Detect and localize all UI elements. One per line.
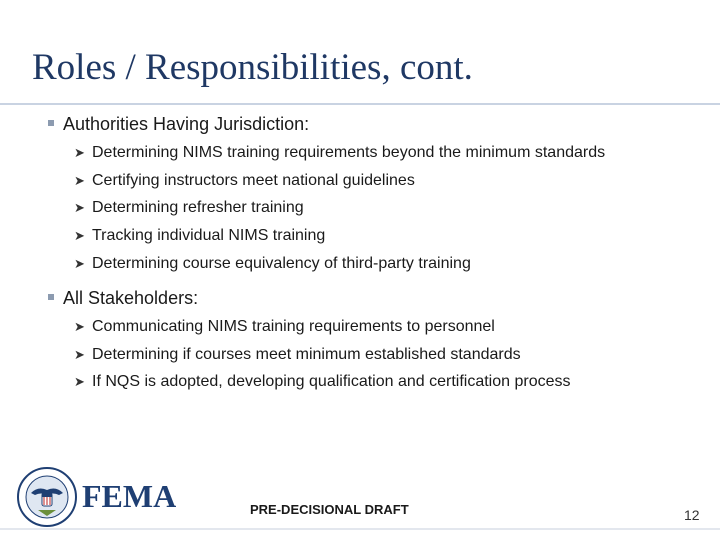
slide-title: Roles / Responsibilities, cont. — [32, 47, 473, 88]
square-bullet-icon — [48, 294, 54, 300]
list-item: ➤ Determining if courses meet minimum established standards — [74, 346, 521, 363]
footer-divider — [0, 528, 720, 530]
list-item: ➤ Certifying instructors meet national guidelines — [74, 172, 415, 189]
list-item: ➤ If NQS is adopted, developing qualification and certification process — [74, 373, 571, 390]
fema-wordmark: FEMA — [82, 478, 177, 514]
list-item: ➤ Determining course equivalency of third-party training — [74, 255, 471, 272]
section-heading-authorities: Authorities Having Jurisdiction: — [48, 114, 309, 135]
arrow-bullet-icon: ➤ — [74, 200, 85, 215]
list-item: ➤ Determining NIMS training requirements beyond the minimum standards — [74, 144, 606, 161]
arrow-bullet-icon: ➤ — [74, 347, 85, 362]
square-bullet-icon — [48, 120, 54, 126]
fema-logo — [16, 466, 186, 528]
arrow-bullet-icon: ➤ — [74, 319, 85, 334]
arrow-bullet-icon: ➤ — [74, 374, 85, 389]
list-item: ➤ Tracking individual NIMS training — [74, 227, 326, 244]
dhs-seal-icon — [18, 468, 76, 526]
title-divider — [0, 103, 720, 105]
arrow-bullet-icon: ➤ — [74, 228, 85, 243]
list-item: ➤ Communicating NIMS training requirements to personnel — [74, 318, 495, 335]
list-item: ➤ Determining refresher training — [74, 199, 304, 216]
page-number: 12 — [684, 507, 700, 523]
arrow-bullet-icon: ➤ — [74, 145, 85, 160]
arrow-bullet-icon: ➤ — [74, 173, 85, 188]
arrow-bullet-icon: ➤ — [74, 256, 85, 271]
section-heading-stakeholders: All Stakeholders: — [48, 288, 198, 309]
draft-label: PRE-DECISIONAL DRAFT — [250, 502, 409, 517]
